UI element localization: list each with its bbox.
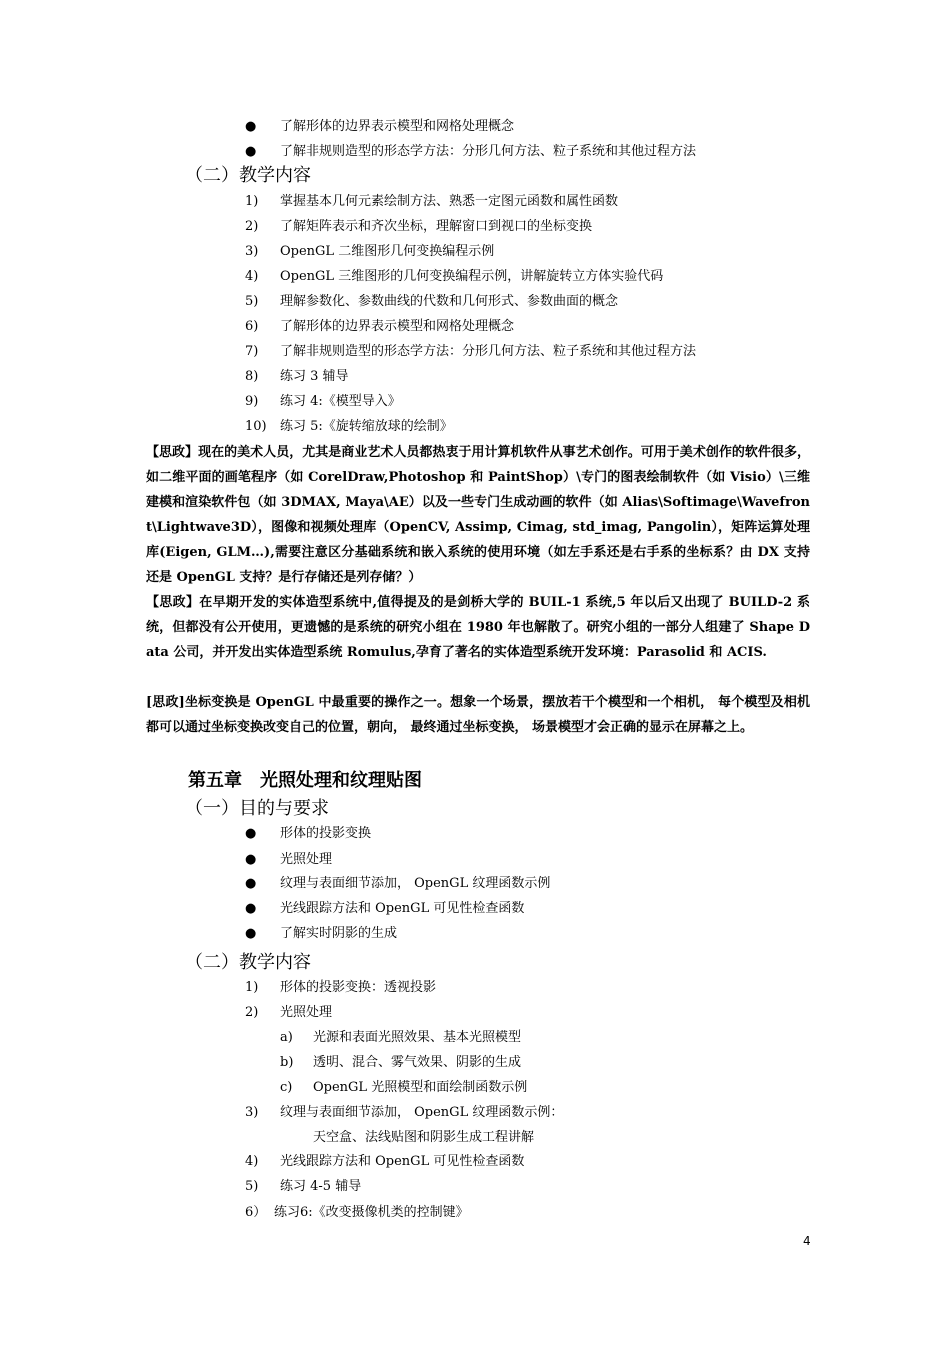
list-item: OpenGL 三维图形的几何变换编程示例，讲解旋转立方体实验代码 bbox=[280, 269, 664, 284]
section-heading: （二）教学内容 bbox=[185, 165, 311, 186]
list-item: 光照处理 bbox=[280, 1005, 333, 1020]
item-number: 7) bbox=[245, 344, 259, 359]
item-number: 3) bbox=[245, 244, 259, 259]
item-number: 9) bbox=[245, 394, 259, 409]
subitem-letter: c) bbox=[280, 1080, 293, 1095]
item-number: 8) bbox=[245, 369, 259, 384]
list-item: 形体的投影变换 bbox=[280, 826, 372, 841]
list-item: 纹理与表面细节添加， OpenGL 纹理函数示例： bbox=[280, 1105, 564, 1120]
list-item: 理解参数化、参数曲线的代数和几何形式、参数曲面的概念 bbox=[280, 294, 619, 309]
item-number: 6） bbox=[245, 1205, 267, 1220]
item-number: 2) bbox=[245, 1005, 259, 1020]
list-item: 纹理与表面细节添加， OpenGL 纹理函数示例 bbox=[280, 876, 551, 891]
item-number: 3) bbox=[245, 1105, 259, 1120]
list-item: 了解形体的边界表示模型和网格处理概念 bbox=[280, 319, 515, 334]
sub-list-item: 光源和表面光照效果、基本光照模型 bbox=[313, 1030, 522, 1045]
list-item: 了解非规则造型的形态学方法：分形几何方法、粒子系统和其他过程方法 bbox=[280, 144, 697, 159]
subitem-letter: a) bbox=[280, 1030, 293, 1045]
list-item: OpenGL 二维图形几何变换编程示例 bbox=[280, 244, 495, 259]
item-number: 6) bbox=[245, 319, 259, 334]
list-item: 光线跟踪方法和 OpenGL 可见性检查函数 bbox=[280, 901, 525, 916]
list-item: 了解实时阴影的生成 bbox=[280, 926, 398, 941]
list-item-continuation: 天空盒、法线贴图和阴影生成工程讲解 bbox=[313, 1130, 535, 1145]
bullet-icon: ● bbox=[245, 144, 257, 159]
list-item: 光线跟踪方法和 OpenGL 可见性检查函数 bbox=[280, 1154, 525, 1169]
bullet-icon: ● bbox=[245, 826, 257, 841]
item-number: 1) bbox=[245, 980, 259, 995]
item-number: 5) bbox=[245, 294, 259, 309]
list-item: 了解形体的边界表示模型和网格处理概念 bbox=[280, 119, 515, 134]
item-number: 2) bbox=[245, 219, 259, 234]
bullet-icon: ● bbox=[245, 119, 257, 134]
list-item: 练习 4-5 辅导 bbox=[280, 1179, 362, 1194]
section-heading: （二）教学内容 bbox=[185, 952, 311, 973]
sub-list-item: 透明、混合、雾气效果、阴影的生成 bbox=[313, 1055, 522, 1070]
list-item: 了解非规则造型的形态学方法：分形几何方法、粒子系统和其他过程方法 bbox=[280, 344, 697, 359]
list-item: 形体的投影变换：透视投影 bbox=[280, 980, 437, 995]
item-number: 1) bbox=[245, 194, 259, 209]
sizheng-paragraph: [思政]坐标变换是 OpenGL 中最重要的操作之一。想象一个场景，摆放若干个模型和一个相机， 每个模型及相机都可以通过坐标变换改变自己的位置，朝向， 最终通过坐标变换， 场景模型才会正确的显示在屏幕之上。 bbox=[146, 695, 810, 735]
section-heading: （一）目的与要求 bbox=[185, 798, 329, 819]
list-item: 掌握基本几何元素绘制方法、熟悉一定图元函数和属性函数 bbox=[280, 194, 619, 209]
item-number: 4) bbox=[245, 269, 259, 284]
item-number: 10) bbox=[245, 419, 267, 434]
list-item: 了解矩阵表示和齐次坐标，理解窗口到视口的坐标变换 bbox=[280, 219, 593, 234]
list-item: 光照处理 bbox=[280, 852, 333, 867]
chapter-title: 第五章 光照处理和纹理贴图 bbox=[188, 770, 422, 791]
bullet-icon: ● bbox=[245, 852, 257, 867]
bullet-icon: ● bbox=[245, 901, 257, 916]
subitem-letter: b) bbox=[280, 1055, 294, 1070]
page-number: 4 bbox=[803, 1234, 811, 1248]
bullet-icon: ● bbox=[245, 926, 257, 941]
list-item: 练习 4:《模型导入》 bbox=[280, 394, 401, 409]
item-number: 4) bbox=[245, 1154, 259, 1169]
list-item: 练习6:《改变摄像机类的控制键》 bbox=[274, 1205, 469, 1220]
sizheng-paragraph: 【思政】在早期开发的实体造型系统中,值得提及的是剑桥大学的 BUIL-1 系统,5 年以后又出现了 BUILD-2 系统，但都没有公开使用，更遗憾的是系统的研究小组在 1980 年也解散了。研究小组的一部分人组建了 Shape Data 公司，并开发出实体造型系统 Romulus,孕育了著名的实体造型系统开发环境：Parasolid 和 ACIS. bbox=[146, 595, 810, 660]
list-item: 练习 5:《旋转缩放球的绘制》 bbox=[280, 419, 453, 434]
item-number: 5) bbox=[245, 1179, 259, 1194]
sizheng-paragraph: 【思政】现在的美术人员，尤其是商业艺术人员都热衷于用计算机软件从事艺术创作。可用于美术创作的软件很多，如二维平面的画笔程序（如 CorelDraw,Photoshop 和 PaintShop）\专门的图表绘制软件（如 Visio）\三维建模和渲染软件包（如 3DMAX, Maya\AE）以及一些专门生成动画的软件（如 Alias\Softimage\Wavefront\Lightwave3D），图像和视频处理库（OpenCV, Assimp, Cimag, std_imag, Pangolin），矩阵运算处理库(Eigen, GLM…),需要注意区分基础系统和嵌入系统的使用环境（如左手系还是右手系的坐标系？由 DX 支持还是 OpenGL 支持？是行存储还是列存储？） bbox=[146, 445, 810, 585]
bullet-icon: ● bbox=[245, 876, 257, 891]
sub-list-item: OpenGL 光照模型和面绘制函数示例 bbox=[313, 1080, 528, 1095]
list-item: 练习 3 辅导 bbox=[280, 369, 349, 384]
